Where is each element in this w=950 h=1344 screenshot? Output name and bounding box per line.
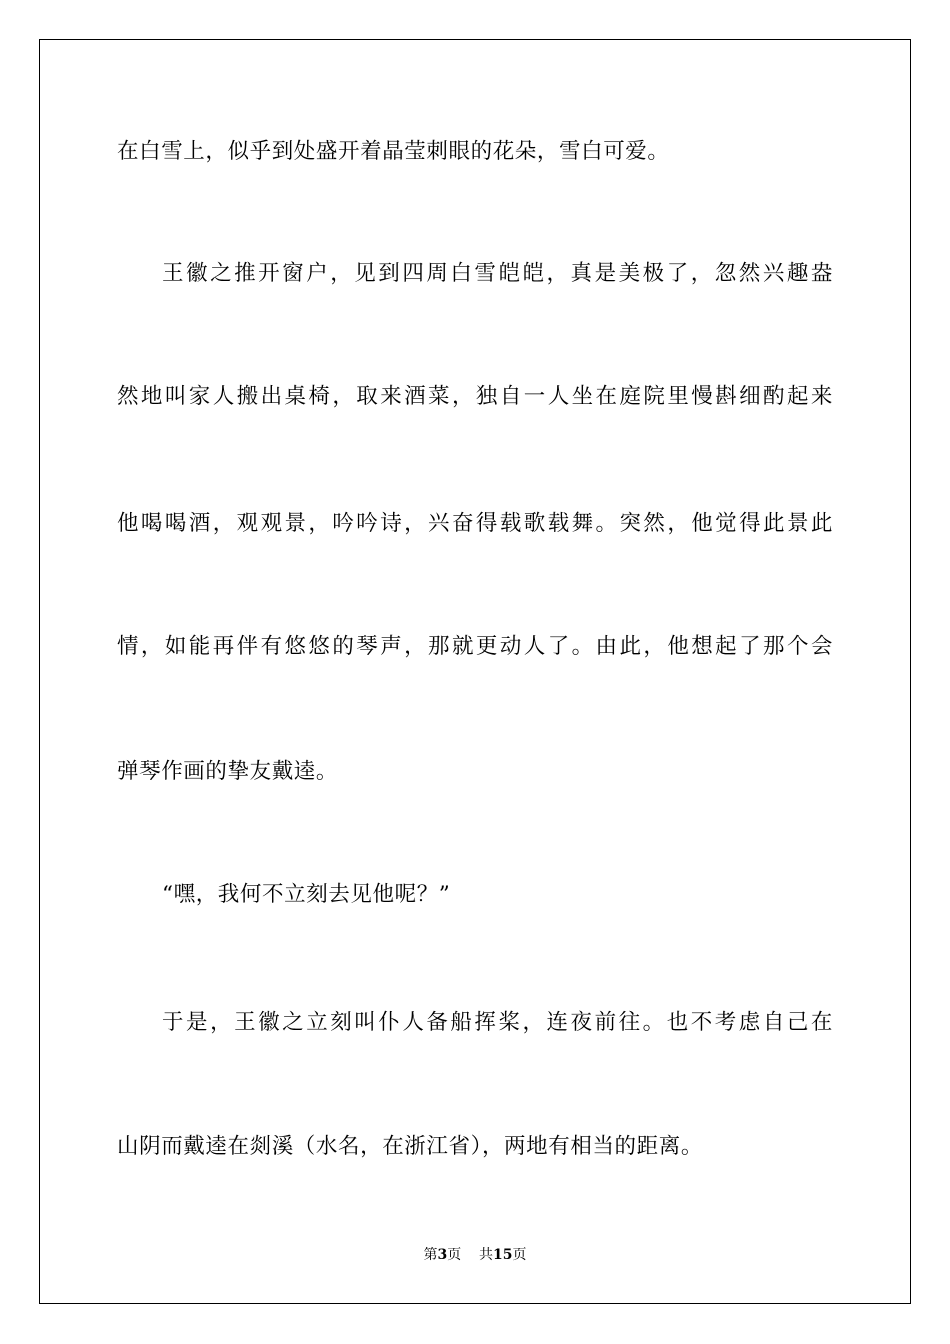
text-line-3: 然地叫家人搬出桌椅，取来酒菜，独自一人坐在庭院里慢斟细酌起来: [117, 384, 833, 409]
text-line-6: 弹琴作画的挚友戴逵。: [117, 759, 339, 784]
total-pages: 15: [493, 1247, 513, 1263]
page-prefix: 第: [423, 1247, 438, 1263]
page-suffix: 页: [447, 1247, 462, 1263]
total-suffix: 页: [512, 1247, 527, 1263]
text-line-9: 山阴而戴逵在剡溪（水名，在浙江省），两地有相当的距离。: [117, 1134, 703, 1159]
text-line-8: 于是，王徽之立刻叫仆人备船挥桨，连夜前往。也不考虑自己在: [162, 1010, 833, 1035]
text-line-7: “嘿，我何不立刻去见他呢？”: [162, 882, 451, 907]
text-line-2: 王徽之推开窗户，见到四周白雪皑皑，真是美极了，忽然兴趣盎: [162, 261, 833, 286]
text-line-4: 他喝喝酒，观观景，吟吟诗，兴奋得载歌载舞。突然，他觉得此景此: [117, 511, 833, 536]
text-line-5: 情，如能再伴有悠悠的琴声，那就更动人了。由此，他想起了那个会: [117, 634, 833, 659]
page-footer: [0, 1245, 950, 1265]
text-line-1: 在白雪上，似乎到处盛开着晶莹刺眼的花朵，雪白可爱。: [117, 139, 670, 164]
page-border: [39, 39, 911, 1304]
total-prefix: 共: [479, 1247, 494, 1263]
page-number: 3: [437, 1247, 448, 1263]
